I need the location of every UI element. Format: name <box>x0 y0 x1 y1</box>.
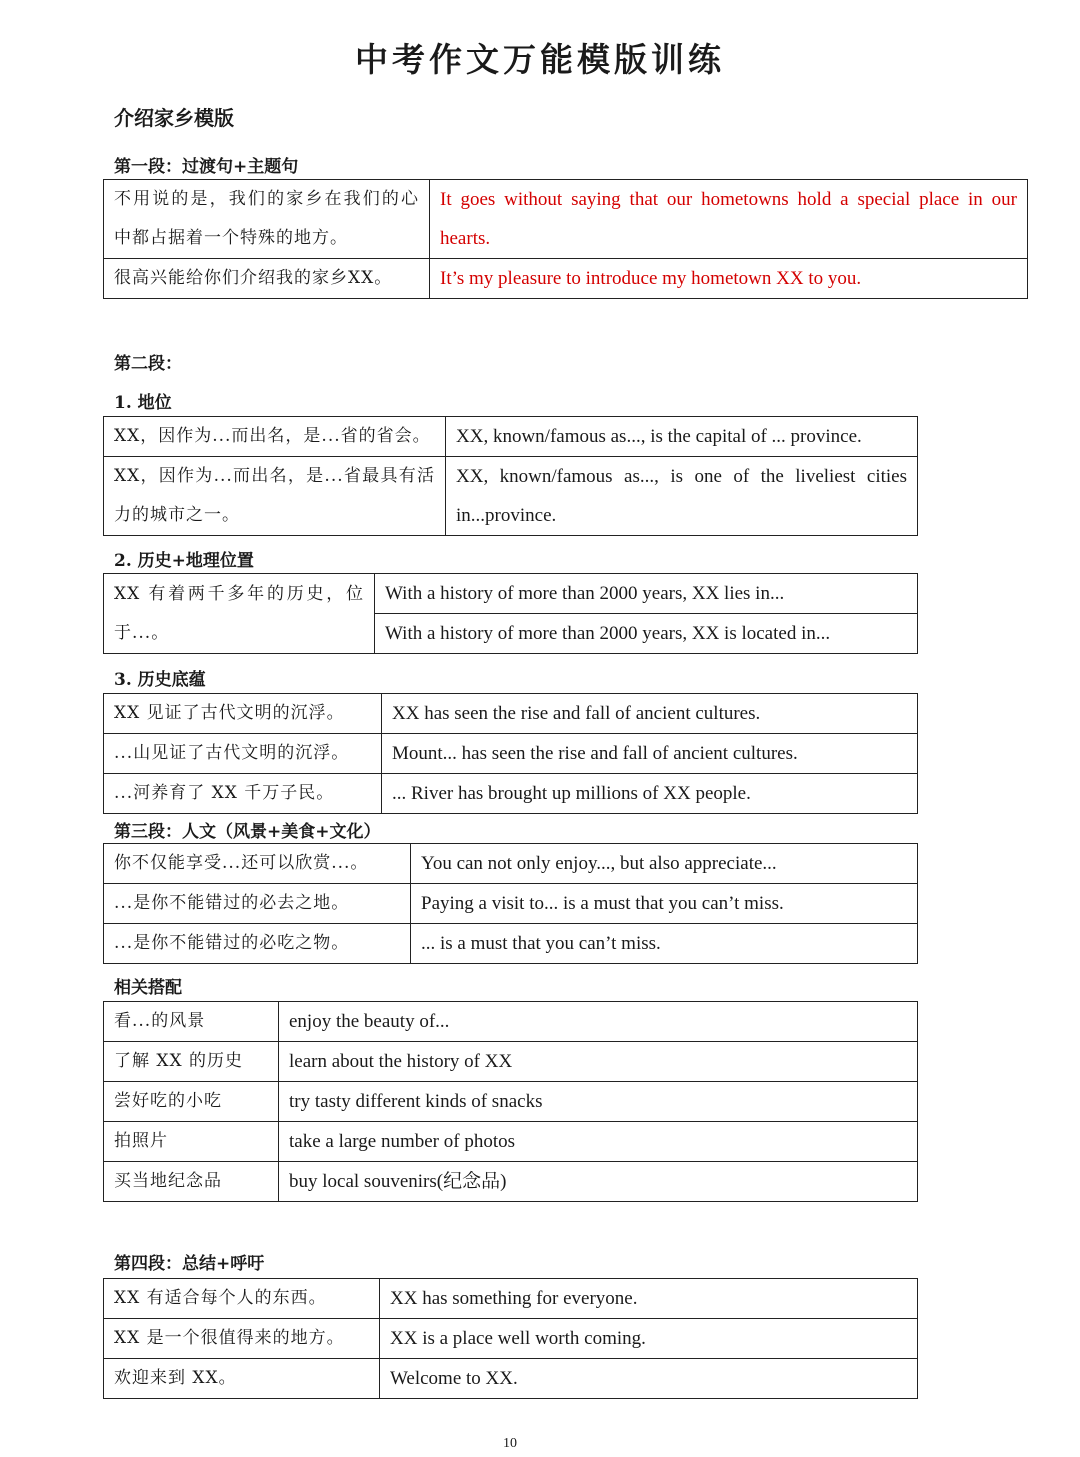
zh-cell: 不用说的是，我们的家乡在我们的心中都占据着一个特殊的地方。 <box>104 180 430 259</box>
zh-cell: 了解 XX 的历史 <box>104 1042 279 1082</box>
subsection-heading-status: 1. 地位 <box>114 393 172 413</box>
zh-cell: XX，因作为...而出名，是...省最具有活力的城市之一。 <box>104 457 446 536</box>
subsection-heading-heritage: 3. 历史底蕴 <box>114 670 206 690</box>
subsection-heading-history-location: 2. 历史+地理位置 <box>114 551 254 571</box>
table-p4 <box>103 1278 918 1399</box>
zh-cell: 很高兴能给你们介绍我的家乡XX。 <box>104 259 430 299</box>
table-row <box>104 1162 918 1202</box>
table-row <box>104 1319 918 1359</box>
section-heading-p1: 第一段：过渡句+主题句 <box>114 157 299 177</box>
template-subtitle: 介绍家乡模版 <box>114 106 234 130</box>
table-row <box>104 1082 918 1122</box>
zh-cell: ...是你不能错过的必去之地。 <box>104 884 411 924</box>
table-row <box>104 774 918 814</box>
table-row <box>104 884 918 924</box>
table-row <box>104 1042 918 1082</box>
en-cell: enjoy the beauty of... <box>279 1002 918 1042</box>
table-history-location <box>103 573 918 654</box>
table-row <box>104 1002 918 1042</box>
zh-cell: ...山见证了古代文明的沉浮。 <box>104 734 382 774</box>
en-cell: buy local souvenirs(纪念品) <box>279 1162 918 1202</box>
en-cell: XX has seen the rise and fall of ancient cultures. <box>382 694 918 734</box>
table-p3 <box>103 843 918 964</box>
en-cell: XX, known/famous as..., is one of the liveliest cities in...province. <box>446 457 918 536</box>
page-number: 10 <box>503 1436 517 1451</box>
section-heading-p2: 第二段： <box>114 354 182 374</box>
zh-cell: XX 有适合每个人的东西。 <box>104 1279 380 1319</box>
table-row <box>104 1122 918 1162</box>
table-status <box>103 416 918 536</box>
en-cell: With a history of more than 2000 years, XX is located in... <box>375 614 918 654</box>
en-cell: ... is a must that you can’t miss. <box>411 924 918 964</box>
en-cell: Welcome to XX. <box>380 1359 918 1399</box>
zh-cell: ...河养育了 XX 千万子民。 <box>104 774 382 814</box>
zh-cell: 拍照片 <box>104 1122 279 1162</box>
en-cell: Paying a visit to... is a must that you can’t miss. <box>411 884 918 924</box>
en-cell: XX has something for everyone. <box>380 1279 918 1319</box>
zh-cell: 欢迎来到 XX。 <box>104 1359 380 1399</box>
table-row <box>104 924 918 964</box>
zh-cell: XX 是一个很值得来的地方。 <box>104 1319 380 1359</box>
table-row <box>104 694 918 734</box>
en-cell: XX, known/famous as..., is the capital of ... province. <box>446 417 918 457</box>
en-cell: With a history of more than 2000 years, XX lies in... <box>375 574 918 614</box>
page-title: 中考作文万能模版训练 <box>355 40 725 79</box>
en-cell: You can not only enjoy..., but also appreciate... <box>411 844 918 884</box>
table-row <box>104 1359 918 1399</box>
table-row <box>104 1279 918 1319</box>
table-heritage <box>103 693 918 814</box>
table-row <box>104 180 1028 259</box>
table-row <box>104 259 1028 299</box>
table-p1 <box>103 179 1028 299</box>
section-heading-p4: 第四段：总结+呼吁 <box>114 1254 265 1274</box>
zh-cell: XX 见证了古代文明的沉浮。 <box>104 694 382 734</box>
en-cell: Mount... has seen the rise and fall of ancient cultures. <box>382 734 918 774</box>
en-cell: learn about the history of XX <box>279 1042 918 1082</box>
zh-cell: ...是你不能错过的必吃之物。 <box>104 924 411 964</box>
section-heading-collocations: 相关搭配 <box>114 978 182 998</box>
table-row <box>104 844 918 884</box>
en-cell: ... River has brought up millions of XX people. <box>382 774 918 814</box>
en-cell: It’s my pleasure to introduce my hometown XX to you. <box>430 259 1028 299</box>
zh-cell: XX，因作为...而出名，是...省的省会。 <box>104 417 446 457</box>
zh-cell: 买当地纪念品 <box>104 1162 279 1202</box>
en-cell: It goes without saying that our hometowns hold a special place in our hearts. <box>430 180 1028 259</box>
en-cell: take a large number of photos <box>279 1122 918 1162</box>
en-cell: XX is a place well worth coming. <box>380 1319 918 1359</box>
table-row <box>104 574 918 614</box>
zh-cell: 你不仅能享受...还可以欣赏...。 <box>104 844 411 884</box>
zh-cell: 看...的风景 <box>104 1002 279 1042</box>
table-collocations <box>103 1001 918 1202</box>
section-heading-p3: 第三段：人文（风景+美食+文化） <box>114 822 381 842</box>
table-row <box>104 417 918 457</box>
table-row <box>104 734 918 774</box>
zh-cell: XX 有着两千多年的历史，位于...。 <box>104 574 375 654</box>
zh-cell: 尝好吃的小吃 <box>104 1082 279 1122</box>
table-row <box>104 457 918 536</box>
en-cell: try tasty different kinds of snacks <box>279 1082 918 1122</box>
